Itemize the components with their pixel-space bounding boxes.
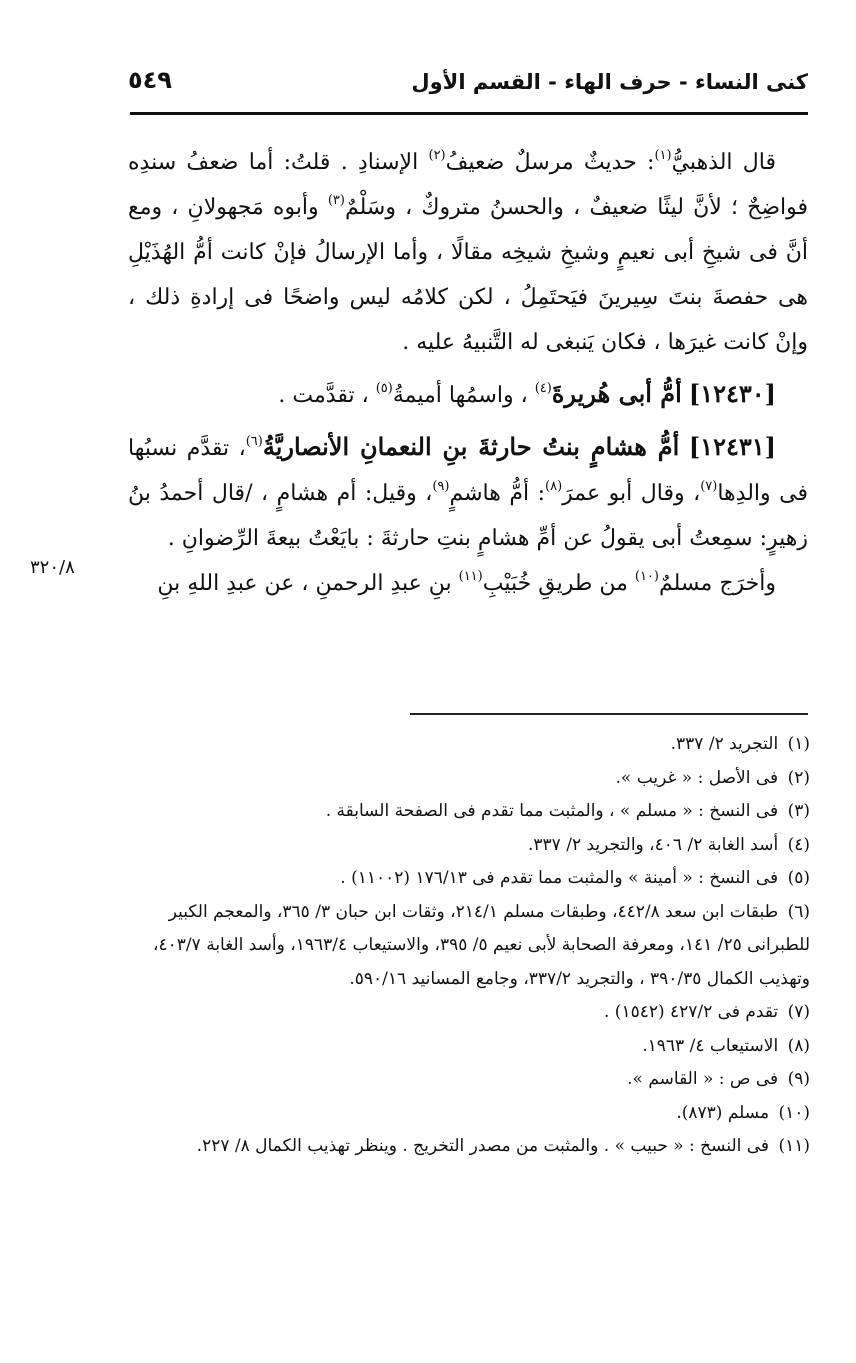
- footnote-number: (١٠): [778, 1102, 810, 1123]
- entry-12430: [128, 371, 808, 418]
- footnote: [128, 1063, 810, 1097]
- footnote: [128, 728, 810, 762]
- paragraph-muslim: [128, 561, 808, 606]
- text-segment: قال الذهبيُّ: [671, 150, 777, 175]
- text-segment: بنِ عبدِ الرحمنِ ، عن عبدِ اللهِ بنِ: [157, 571, 459, 596]
- text-segment: ، وقيل: أم هشامٍ ، /قال أحمدُ بنُ زهيرٍ: سمِعتُ أبى يقولُ عن أمِّ هشامٍ بنتِ حارثةَ : بايَعْتُ بيعةَ الرِّضوانِ .: [128, 481, 808, 551]
- footnote-number: (١١): [778, 1136, 810, 1156]
- footnote-text: فى ص : « القاسم ».: [627, 1069, 779, 1089]
- footnote: [128, 996, 810, 1030]
- footnote-ref-9: (٩): [432, 479, 450, 494]
- paragraph-dhahabi: [128, 140, 808, 365]
- footnote-number: (٢): [787, 767, 810, 788]
- running-title: كنى النساء - حرف الهاء - القسم الأول: [411, 70, 808, 94]
- text-segment: وأبوه مَجهولانِ ، ومع أنَّ فى شيخِ أبى نعيمٍ وشيخِ شيخِه مقالًا ، وأما الإرسالُ فإنْ كانت أمُّ الهُذَيْلِ هى حفصةَ بنتَ سِيرينَ فيَحتَمِلُ ، لكن كلامُه ليس واضحًا فى إرادةِ ذلك ، وإنْ كانت غيرَها ، فكان يَنبغى له التَّنبيهُ عليه .: [128, 195, 808, 355]
- footnote-ref-6: (٦): [245, 434, 263, 449]
- footnote-text: مسلم (٨٧٣).: [676, 1102, 770, 1123]
- footnote: [128, 1097, 810, 1131]
- footnote-ref-10: (١٠): [634, 569, 659, 584]
- footnote-separator: [410, 713, 808, 715]
- footnote-ref-1: (١): [654, 148, 672, 163]
- footnote: [128, 762, 810, 796]
- footnote-text: تقدم فى ٤٢٧/٢ (١٥٤٢) .: [603, 1002, 779, 1022]
- footnote-ref-3: (٣): [327, 193, 345, 208]
- text-segment: وأخرَج مسلمٌ: [658, 571, 776, 596]
- text-segment: ، وقال أبو عمرَ: [562, 481, 701, 506]
- footnote: [128, 795, 810, 829]
- footnote-number: (٨): [787, 1035, 810, 1056]
- footnotes: [128, 728, 810, 1164]
- entry-title: أمُّ هشامٍ بنتُ حارثةَ بنِ النعمانِ الأنصاريَّةُ: [262, 432, 680, 461]
- footnote: [128, 862, 810, 896]
- footnote-ref-5: (٥): [375, 381, 393, 396]
- running-header: [128, 66, 808, 106]
- text-segment: ، واسمُها أميمةُ: [392, 383, 528, 408]
- footnote-number: (١): [787, 734, 810, 754]
- text-segment: من طريقِ خُبَيْبِ: [482, 571, 635, 596]
- text-segment: : حديثٌ مرسلٌ ضعيفُ: [445, 150, 655, 175]
- footnote-number: (٤): [787, 834, 810, 855]
- footnote-ref-4: (٤): [534, 381, 552, 396]
- footnote-ref-2: (٢): [428, 148, 446, 163]
- text-segment: : أمُّ هاشمٍ: [449, 481, 546, 506]
- entry-12431: [128, 424, 808, 561]
- footnote-text: طبقات ابن سعد ٤٤٢/٨، وطبقات مسلم ٢١٤/١، وثقات ابن حبان ٣/ ٣٦٥، والمعجم الكبير للطبرانى ٢٥/ ١٤١، ومعرفة الصحابة لأبى نعيم ٥/ ٣٩٥، والاستيعاب ١٩٦٣/٤، وأسد الغابة ٤٠٣/٧، وتهذيب الكمال ٣٩٠/٣٥ ، والتجريد ٣٣٧/٢، وجامع المسانيد ٥٩٠/١٦.: [153, 901, 810, 989]
- footnote-text: الاستيعاب ٤/ ١٩٦٣.: [642, 1035, 779, 1056]
- main-text: [128, 140, 808, 606]
- margin-reference: ٣٢٠/٨: [30, 557, 75, 578]
- footnote-ref-8: (٨): [545, 479, 563, 494]
- footnote-text: فى الأصل : « غريب ».: [615, 767, 779, 788]
- footnote-number: (٩): [787, 1069, 810, 1089]
- header-rule: [130, 112, 808, 115]
- footnote-ref-11: (١١): [458, 569, 483, 584]
- footnote-number: (٦): [787, 901, 810, 922]
- page-number: ٥٤٩: [128, 66, 172, 94]
- footnote: [128, 829, 810, 863]
- entry-number: [١٢٤٣٠]: [688, 379, 776, 408]
- text-segment: الإسنادِ . قلتُ: أما ضعفُ سندِه فواضِحٌ ؛ لأنَّ ليثًا ضعيفٌ ، والحسنُ متروكٌ ، وسَلْمٌ: [128, 150, 808, 220]
- entry-number: [١٢٤٣١]: [688, 432, 776, 461]
- footnote: [128, 1030, 810, 1064]
- footnote-number: (٥): [787, 868, 810, 888]
- footnote-text: التجريد ٢/ ٣٣٧.: [670, 734, 779, 754]
- footnote-text: فى النسخ : « مسلم » ، والمثبت مما تقدم فى الصفحة السابقة .: [325, 801, 779, 821]
- entry-title: أمُّ أبى هُريرةَ: [551, 379, 682, 408]
- footnote-text: أسد الغابة ٢/ ٤٠٦، والتجريد ٢/ ٣٣٧.: [528, 834, 779, 855]
- footnote-number: (٣): [787, 801, 810, 821]
- footnote-number: (٧): [787, 1002, 810, 1022]
- footnote: [128, 896, 810, 997]
- footnote-text: فى النسخ : « حبيب » . والمثبت من مصدر التخريج . وينظر تهذيب الكمال ٨/ ٢٢٧.: [196, 1136, 770, 1156]
- footnote: [128, 1130, 810, 1164]
- footnote-ref-7: (٧): [700, 479, 718, 494]
- text-segment: ، تقدَّمت .: [278, 383, 369, 408]
- footnote-text: فى النسخ : « أمينة » والمثبت مما تقدم فى ١٧٦/١٣ (١١٠٠٢) .: [340, 868, 779, 888]
- text-segment: ، تقدَّم نسبُها فى والدِها: [128, 436, 808, 506]
